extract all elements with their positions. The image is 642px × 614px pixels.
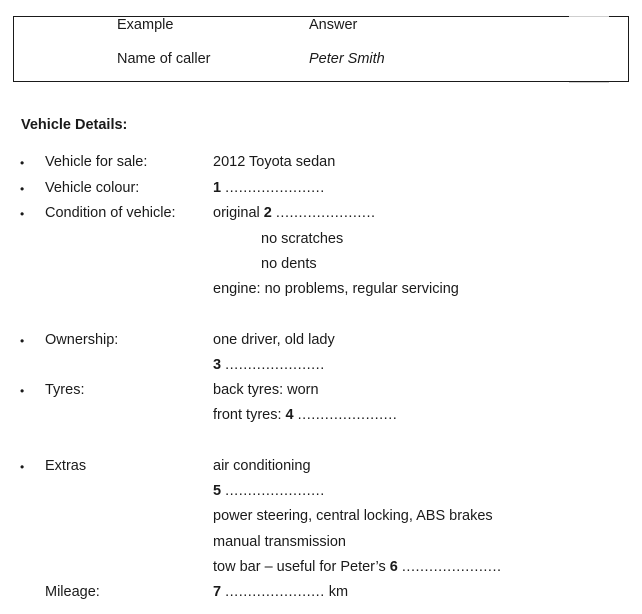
question-number: 5 [213, 483, 222, 499]
blank-dots: ...................... [275, 205, 376, 221]
blank-dots: ...................... [401, 559, 502, 575]
label-condition: Condition of vehicle: [45, 205, 176, 221]
question-number: 7 [213, 584, 222, 600]
ownership-line-1: one driver, old lady [213, 332, 335, 348]
blank-dots: ...................... [225, 483, 325, 499]
answer-blank-2[interactable] [213, 205, 376, 221]
bullet: • [20, 334, 25, 348]
blank-dots: ...................... [225, 180, 325, 196]
extras-line-1: air conditioning [213, 458, 311, 474]
blank-dots: ...................... [297, 407, 398, 423]
answer-blank-3[interactable] [213, 357, 325, 373]
label-vehicle-colour: Vehicle colour: [45, 180, 140, 196]
answer-blank-7[interactable] [213, 584, 348, 600]
question-number: 6 [389, 559, 398, 575]
answer-blank-1[interactable] [213, 180, 325, 196]
answer-blank-5[interactable] [213, 483, 325, 499]
question-number: 4 [285, 407, 294, 423]
label-mileage: Mileage: [45, 584, 100, 600]
tyres-front-prefix: front tyres: [213, 407, 282, 423]
decorative-line [569, 82, 609, 83]
question-number: 1 [213, 180, 222, 196]
bullet: • [20, 460, 25, 474]
value-vehicle-for-sale: 2012 Toyota sedan [213, 154, 336, 170]
answer-header: Answer [309, 17, 358, 33]
label-ownership: Ownership: [45, 332, 119, 348]
question-number: 2 [263, 205, 272, 221]
extras-line-3: power steering, central locking, ABS brakes [213, 508, 493, 524]
mileage-unit: km [328, 584, 349, 600]
answer-blank-6[interactable] [213, 559, 502, 575]
label-extras: Extras [45, 458, 87, 474]
tyres-line-1: back tyres: worn [213, 382, 319, 398]
example-row-label: Name of caller [117, 51, 211, 67]
label-tyres: Tyres: [45, 382, 85, 398]
blank-dots: ...................... [225, 584, 325, 600]
bullet: • [20, 207, 25, 221]
label-vehicle-for-sale: Vehicle for sale: [45, 154, 148, 170]
example-header: Example [117, 17, 174, 33]
condition-line-4: engine: no problems, regular servicing [213, 281, 459, 297]
extras-towbar-prefix: tow bar – useful for Peter’s [213, 559, 386, 575]
example-row-answer: Peter Smith [309, 51, 385, 67]
blank-dots: ...................... [225, 357, 325, 373]
bullet: • [20, 384, 25, 398]
decorative-line [569, 16, 609, 17]
answer-blank-4[interactable] [213, 407, 397, 423]
condition-line-2: no scratches [261, 231, 344, 247]
condition-prefix: original [213, 205, 260, 221]
bullet: • [20, 156, 25, 170]
question-number: 3 [213, 357, 222, 373]
extras-line-4: manual transmission [213, 534, 346, 550]
bullet: • [20, 182, 25, 196]
condition-line-3: no dents [261, 256, 317, 272]
section-title: Vehicle Details: [21, 117, 128, 133]
